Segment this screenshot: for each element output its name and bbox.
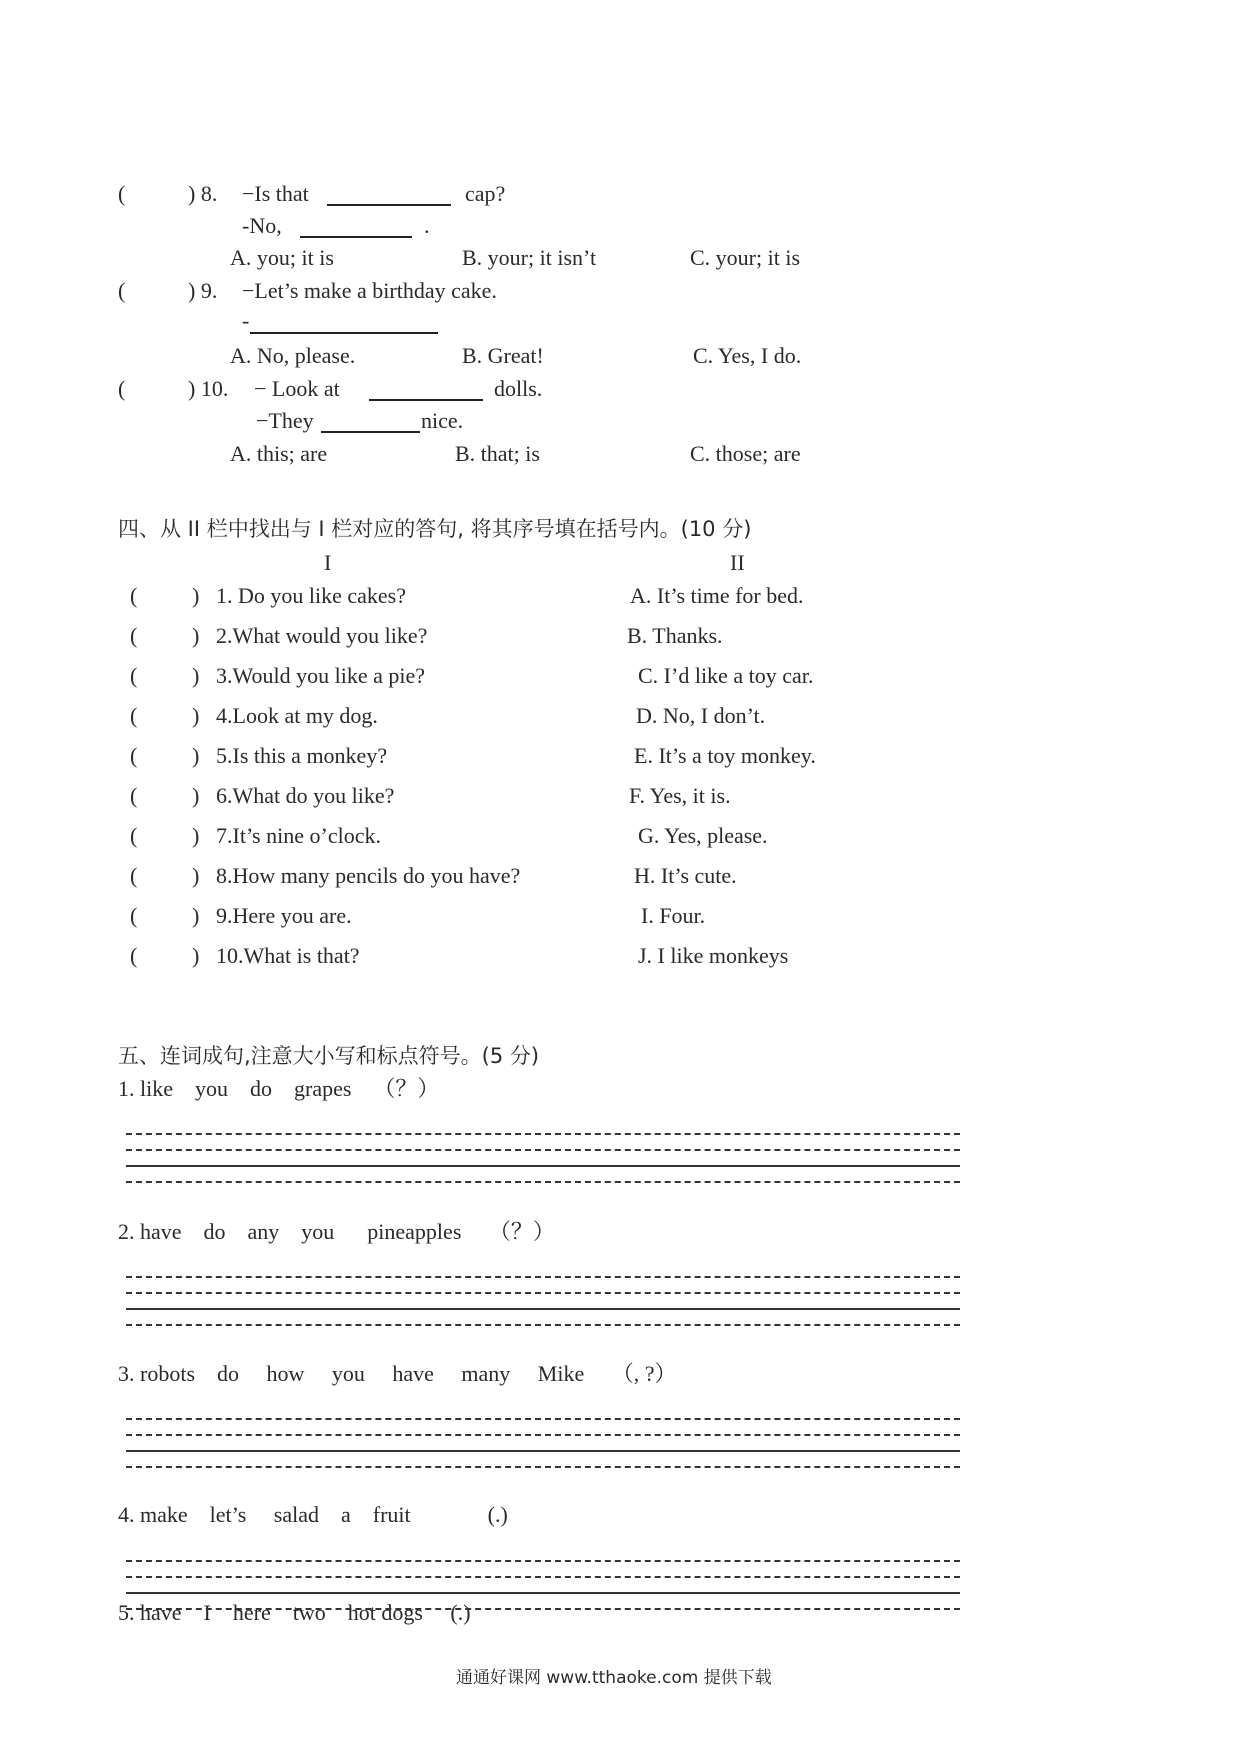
answer-paren-close: ) — [192, 583, 200, 608]
answer-paren-open[interactable]: ( — [130, 783, 138, 808]
answer-paren-open[interactable]: ( — [130, 863, 138, 888]
writing-baseline — [126, 1450, 960, 1452]
writing-baseline — [126, 1592, 960, 1594]
option-a[interactable]: A. you; it is — [230, 245, 334, 270]
answer-paren-open: ( — [118, 181, 126, 206]
writing-guide-line — [126, 1560, 960, 1562]
answer-paren-open[interactable]: ( — [130, 623, 138, 648]
answer-paren-close: ) — [192, 743, 200, 768]
writing-guide-line — [126, 1608, 960, 1610]
answer-paren-close: ) — [192, 903, 200, 928]
scrambled-words-5: 5. have I here two hot dogs (.) — [118, 1600, 471, 1625]
fill-blank[interactable] — [327, 184, 451, 206]
answer-paren-close: ) — [192, 703, 200, 728]
answer-paren-close: ) — [192, 663, 200, 688]
answer-option: G. Yes, please. — [638, 823, 768, 848]
fill-blank[interactable] — [300, 216, 412, 238]
writing-baseline — [126, 1308, 960, 1310]
answer-paren-open[interactable]: ( — [130, 583, 138, 608]
option-c[interactable]: C. those; are — [690, 441, 801, 466]
answer-paren-close: ) — [192, 863, 200, 888]
question-text: 1. Do you like cakes? — [216, 583, 406, 608]
question-text: 8.How many pencils do you have? — [216, 863, 521, 888]
option-c[interactable]: C. your; it is — [690, 245, 801, 270]
option-b[interactable]: B. Great! — [462, 343, 544, 368]
option-b[interactable]: B. your; it isn’t — [462, 245, 597, 270]
question-text: 3.Would you like a pie? — [216, 663, 426, 688]
writing-guide-line — [126, 1276, 960, 1278]
writing-guide-line — [126, 1576, 960, 1578]
answer-paren-close: ) — [192, 783, 200, 808]
question-text: 10.What is that? — [216, 943, 360, 968]
question-text: 2.What would you like? — [216, 623, 428, 648]
section-4-heading: 四、从 II 栏中找出与 I 栏对应的答句, 将其序号填在括号内。(10 分) — [118, 517, 752, 541]
answer-paren-open: ( — [118, 376, 126, 401]
section-5-heading: 五、连词成句,注意大小写和标点符号。(5 分) — [118, 1044, 540, 1068]
scrambled-words-2: 2. have do any you pineapples （？） — [118, 1219, 555, 1244]
answer-paren-open[interactable]: ( — [130, 903, 138, 928]
prompt-text-end: dolls. — [494, 376, 543, 401]
writing-guide-line — [126, 1149, 960, 1151]
answer-option: A. It’s time for bed. — [630, 583, 804, 608]
answer-option: J. I like monkeys — [638, 943, 789, 968]
prompt-text: −Let’s make a birthday cake. — [242, 278, 497, 303]
answer-paren-open[interactable]: ( — [130, 943, 138, 968]
answer-option: H. It’s cute. — [634, 863, 737, 888]
writing-guide-line — [126, 1418, 960, 1420]
writing-guide-line — [126, 1133, 960, 1135]
column-1-header: I — [324, 550, 332, 575]
column-2-header: II — [730, 550, 745, 575]
fill-blank[interactable] — [250, 312, 438, 334]
footer-credit: 通通好课网 www.tthaoke.com 提供下载 — [456, 1668, 772, 1688]
answer-paren-close: ) — [192, 623, 200, 648]
reply-end: nice. — [421, 408, 464, 433]
prompt-text: − Look at — [254, 376, 340, 401]
scrambled-words-4: 4. make let’s salad a fruit (.) — [118, 1502, 508, 1527]
writing-baseline — [126, 1165, 960, 1167]
reply-text: -No, — [242, 213, 282, 238]
answer-paren-open[interactable]: ( — [130, 663, 138, 688]
question-number: ) 9. — [188, 278, 218, 303]
writing-guide-line — [126, 1292, 960, 1294]
scrambled-words-1: 1. like you do grapes （？） — [118, 1076, 440, 1101]
writing-guide-line — [126, 1181, 960, 1183]
answer-option: C. I’d like a toy car. — [638, 663, 814, 688]
reply-text: −They — [256, 408, 314, 433]
question-text: 4.Look at my dog. — [216, 703, 378, 728]
question-number: ) 8. — [188, 181, 218, 206]
answer-paren-close: ) — [192, 823, 200, 848]
question-text: 9.Here you are. — [216, 903, 352, 928]
prompt-text: −Is that — [242, 181, 309, 206]
question-text: 7.It’s nine o’clock. — [216, 823, 381, 848]
prompt-text-end: cap? — [465, 181, 506, 206]
option-a[interactable]: A. No, please. — [230, 343, 356, 368]
answer-option: D. No, I don’t. — [636, 703, 766, 728]
answer-option: I. Four. — [641, 903, 706, 928]
fill-blank[interactable] — [321, 411, 420, 433]
answer-paren-open: ( — [118, 278, 126, 303]
answer-option: F. Yes, it is. — [629, 783, 731, 808]
fill-blank[interactable] — [369, 379, 483, 401]
option-c[interactable]: C. Yes, I do. — [693, 343, 802, 368]
question-number: ) 10. — [188, 376, 229, 401]
scrambled-words-3: 3. robots do how you have many Mike （, ?） — [118, 1361, 677, 1386]
answer-paren-open[interactable]: ( — [130, 743, 138, 768]
answer-option: E. It’s a toy monkey. — [634, 743, 816, 768]
writing-guide-line — [126, 1434, 960, 1436]
option-a[interactable]: A. this; are — [230, 441, 328, 466]
option-b[interactable]: B. that; is — [455, 441, 540, 466]
reply-text: - — [242, 308, 250, 333]
question-text: 6.What do you like? — [216, 783, 395, 808]
question-text: 5.Is this a monkey? — [216, 743, 388, 768]
answer-paren-open[interactable]: ( — [130, 823, 138, 848]
answer-paren-close: ) — [192, 943, 200, 968]
writing-guide-line — [126, 1466, 960, 1468]
answer-option: B. Thanks. — [627, 623, 723, 648]
answer-paren-open[interactable]: ( — [130, 703, 138, 728]
writing-guide-line — [126, 1324, 960, 1326]
reply-end: . — [424, 213, 430, 238]
